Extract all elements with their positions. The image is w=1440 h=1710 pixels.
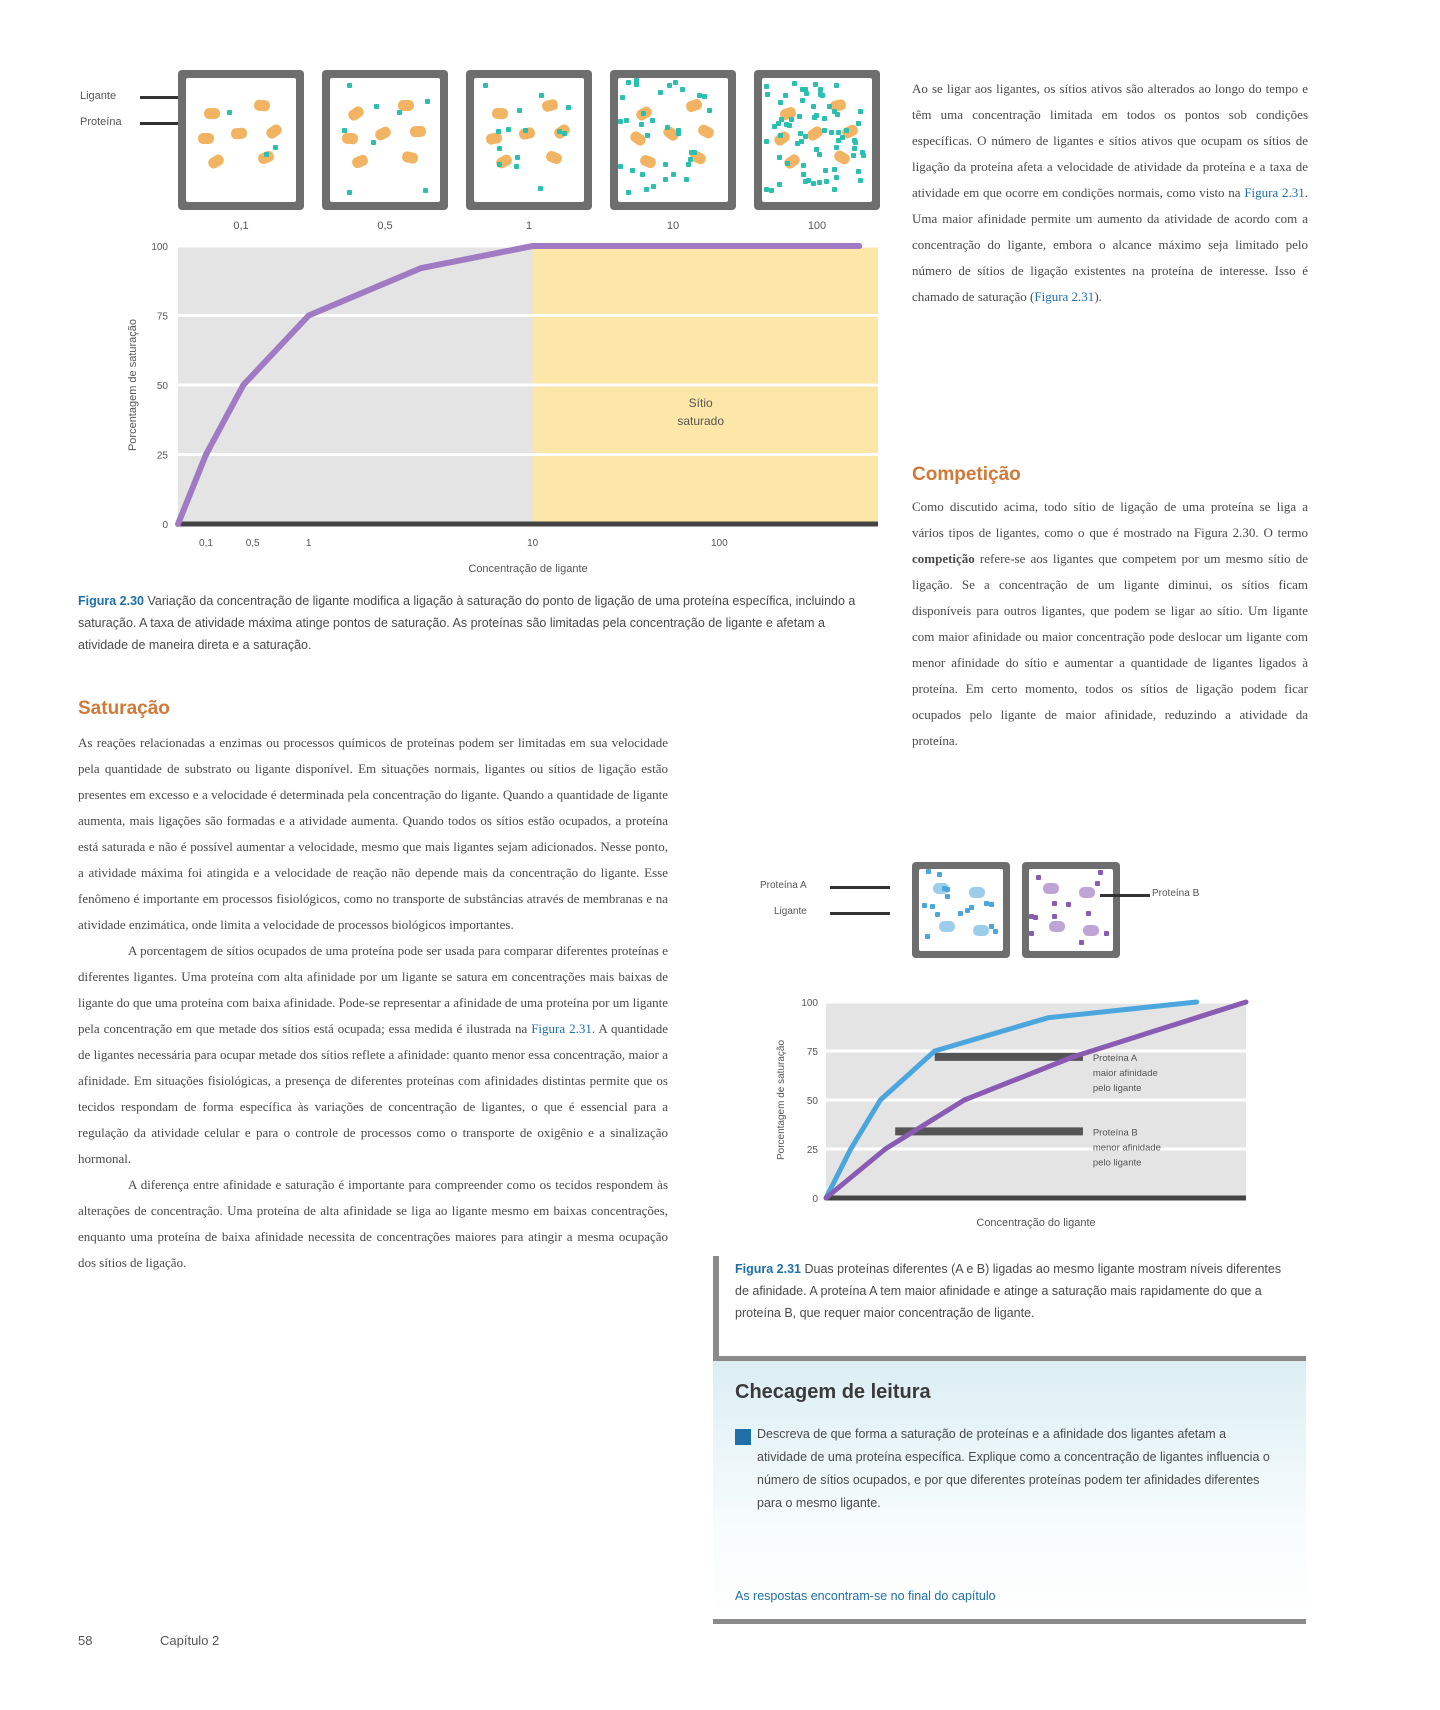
saturacao-text: [78, 730, 668, 1276]
ligand-dot: [851, 153, 856, 158]
protein-blob: [373, 125, 392, 142]
ligand-dot: [861, 153, 866, 158]
ligand-dot: [626, 190, 631, 195]
page-number: 58: [78, 1633, 93, 1648]
protein-blob: [685, 98, 704, 114]
ligand-dot: [483, 83, 488, 88]
intro-text-3: ).: [1094, 289, 1102, 304]
y-tick-label: 50: [806, 1096, 818, 1107]
ligand-dot: [814, 147, 819, 152]
ligand-dot: [680, 87, 685, 92]
ligand-dot: [514, 164, 519, 169]
y-tick-label: 100: [801, 998, 818, 1009]
ligand-dot: [803, 134, 808, 139]
ligand-dot: [618, 119, 623, 124]
protein-blob: [492, 108, 509, 120]
ligand-dot: [858, 178, 863, 183]
ligand-dot: [832, 109, 837, 114]
ligand-dot: [812, 115, 817, 120]
ligand-dot: [707, 108, 712, 113]
protein-blob: [254, 99, 271, 111]
ligand-dot: [818, 92, 823, 97]
saturation-label-1: Sítio: [688, 396, 713, 411]
annotation-text: maior afinidade: [1092, 1067, 1158, 1079]
y-tick-label: 25: [806, 1145, 818, 1156]
ligand-dot: [626, 80, 631, 85]
figure-ref[interactable]: Figura 2.30: [78, 594, 144, 608]
ligand-dot: [858, 109, 863, 114]
ligand-dot: [777, 155, 782, 160]
ligand-dot: [945, 894, 950, 899]
ligand-pointer-small: [830, 912, 890, 915]
ligand-dot: [797, 114, 802, 119]
right-column-intro: [912, 76, 1308, 310]
ligand-dot: [425, 99, 430, 104]
ligand-dot: [813, 82, 818, 87]
competicao-text: [912, 494, 1308, 754]
binding-panel: [178, 70, 304, 210]
ligand-dot: [644, 187, 649, 192]
ligand-dot: [789, 117, 794, 122]
binding-panel: [610, 70, 736, 210]
x-tick-label: 10: [527, 538, 539, 549]
ligand-dot: [1079, 940, 1084, 945]
ligand-dot: [827, 104, 832, 109]
protein-blob: [969, 887, 985, 898]
y-tick-label: 75: [156, 311, 168, 323]
ligand-dot: [673, 80, 678, 85]
ligand-dot: [778, 133, 783, 138]
annotation-text: menor afinidade: [1092, 1142, 1161, 1154]
x-tick-label: 100: [710, 538, 728, 549]
ligand-dot: [856, 121, 861, 126]
protein-blob: [401, 150, 419, 164]
ligand-dot: [1036, 875, 1041, 880]
ligand-dot: [832, 167, 837, 172]
ligand-dot: [822, 128, 827, 133]
ligand-dot: [663, 162, 668, 167]
ligand-dot: [817, 152, 822, 157]
ligand-dot: [676, 131, 681, 136]
protein-panels: [760, 862, 1220, 982]
ligand-dot: [764, 84, 769, 89]
ligand-dot: [523, 128, 528, 133]
protein-blob: [696, 123, 715, 140]
ligand-dot: [836, 138, 841, 143]
y-tick-label: 75: [806, 1047, 818, 1058]
ligand-dot: [497, 146, 502, 151]
ligand-dot: [811, 181, 816, 186]
ligand-dot: [800, 98, 805, 103]
panel-caption: 1: [525, 220, 533, 232]
ligand-dot: [630, 168, 635, 173]
ligand-dot: [785, 161, 790, 166]
y-tick-label: 50: [156, 381, 168, 392]
ligand-dot: [517, 108, 522, 113]
ligand-dot: [829, 130, 834, 135]
protein-blob: [973, 925, 989, 936]
protein-blob: [206, 153, 225, 171]
ligand-dot: [800, 87, 805, 92]
ligand-dot: [769, 188, 774, 193]
ligand-dot: [496, 129, 501, 134]
ligand-dot: [650, 118, 655, 123]
ligand-dot: [264, 152, 269, 157]
y-axis-label: Porcentagem de saturação: [127, 318, 139, 452]
protein-blob: [1049, 921, 1065, 932]
figure-ref-2[interactable]: Figura 2.31: [735, 1262, 801, 1276]
ligand-dot: [665, 125, 670, 130]
ligand-dot: [989, 902, 994, 907]
ligand-dot: [1033, 915, 1038, 920]
protein-b-pointer: [1100, 894, 1150, 897]
protein-blob: [346, 104, 365, 122]
ligand-dot: [777, 182, 782, 187]
ligand-label-small: Ligante: [774, 906, 807, 917]
protein-blob: [204, 108, 220, 119]
panel-caption: 0,1: [233, 220, 249, 232]
competicao-lead: Como discutido acima, todo sítio de ligação de uma proteína se liga a vários tipos de ligantes, como o que é mostrado na Figura 2.30. O termo: [912, 499, 1308, 540]
ligand-dot: [926, 869, 931, 874]
ligand-dot: [1052, 914, 1057, 919]
ligand-dot: [969, 905, 974, 910]
ligand-dot: [795, 141, 800, 146]
saturacao-paragraph-1: As reações relacionadas a enzimas ou processos químicos de proteínas podem ser limitadas em sua velocidade pela quantidade de substrato ou ligante disponível. Em situações normais, ligantes ou sítios de ligação estão presentes em excesso e a velocidade é determinada pela concentração do ligante. Quando a quantidade de ligante aumenta, mais ligações são formadas e a atividade aumenta. Quando todos os sítios estão ocupados, a proteína está saturada e não é possível aumentar a velocidade, mesmo que mais ligantes sejam adicionados. Nesse ponto, a atividade máxima foi atingida e a velocidade de reação não depende mais da concentração do ligante. Esse fenômeno é importante em processos fisiológicos, como no transporte de substâncias através de membranas e na atividade enzimática, onde limita a velocidade de processos biológicos importantes.: [78, 735, 668, 932]
figure-2-31-caption: [735, 1258, 1295, 1324]
protein-blob: [939, 921, 955, 932]
ligand-dot: [624, 118, 629, 123]
ligand-dot: [557, 129, 562, 134]
ligand-dot: [844, 128, 849, 133]
saturacao-heading: Saturação: [78, 698, 170, 719]
ligand-dot: [342, 128, 347, 133]
y-tick-label: 0: [812, 1194, 818, 1205]
sidebar-question: Descreva de que forma a saturação de proteínas e a afinidade dos ligantes afetam a atividade de uma proteína específica. Explique como a concentração de ligantes influencia o número de sítios ocupados, e por que diferentes proteínas podem ter afinidades diferentes para o mesmo ligante.: [757, 1427, 1270, 1510]
ligand-label: Ligante: [80, 90, 117, 102]
ligand-dot: [801, 163, 806, 168]
x-tick-label: 0,5: [245, 538, 260, 549]
protein-blob: [1079, 887, 1095, 898]
ligand-dot: [993, 929, 998, 934]
ligand-dot: [856, 169, 861, 174]
p2-text: A porcentagem de sítios ocupados de uma proteína pode ser usada para comparar diferentes proteínas e diferentes ligantes. Uma proteína com alta afinidade por um ligante se satura em concentrações mais baixas de ligante do que uma proteína com baixa afinidade. Pode-se representar a afinidade de uma proteína por um ligante pela concentração em que metade dos sítios está ocupada; essa medida é ilustrada na: [78, 943, 668, 1036]
binding-panels: [178, 70, 880, 232]
panel-caption: 0,5: [377, 220, 393, 232]
ligand-dot: [371, 140, 376, 145]
binding-panel: [754, 70, 880, 210]
ligand-dot: [776, 121, 781, 126]
ligand-dot: [1095, 881, 1100, 886]
ligand-dot: [984, 901, 989, 906]
ligand-dot: [958, 911, 963, 916]
ligand-dot: [803, 179, 808, 184]
saturation-label-2: saturado: [677, 414, 725, 429]
caption-text-2: Duas proteínas diferentes (A e B) ligadas ao mesmo ligante mostram níveis diferentes de afinidade. A proteína A tem maior afinidade e atinge a saturação mais rapidamente do que a proteína B, que requer maior concentração de ligante.: [735, 1262, 1282, 1320]
saturation-chart: [120, 236, 890, 576]
protein-a-pointer: [830, 886, 890, 889]
ligand-dot: [538, 186, 543, 191]
ligand-dot: [1086, 911, 1091, 916]
chapter-name: Capítulo 2: [160, 1633, 220, 1648]
ligand-dot: [684, 177, 689, 182]
ligand-dot: [834, 145, 839, 150]
protein-a-panel: [912, 862, 1010, 958]
ligand-dot: [651, 184, 656, 189]
y-tick-label: 0: [162, 520, 168, 531]
ligand-dot: [506, 127, 511, 132]
protein-blob: [545, 149, 564, 165]
ligand-dot: [832, 187, 837, 192]
panel-caption: 10: [666, 220, 680, 232]
ligand-dot: [634, 78, 639, 83]
ligand-dot: [227, 110, 232, 115]
ligand-dot: [935, 912, 940, 917]
ligand-dot: [937, 872, 942, 877]
competicao-heading: Competição: [912, 464, 1021, 485]
ligand-dot: [663, 177, 668, 182]
ligand-dot: [562, 131, 567, 136]
ligand-dot: [823, 168, 828, 173]
ligand-dot: [347, 83, 352, 88]
sidebar-title: Checagem de leitura: [735, 1381, 931, 1403]
ligand-dot: [397, 110, 402, 115]
figure-2-30-caption: [78, 590, 878, 656]
ligand-dot: [618, 164, 623, 169]
x-tick-label: 1: [305, 538, 312, 549]
ligand-dot: [515, 155, 520, 160]
ligand-dot: [822, 116, 827, 121]
protein-blob: [410, 126, 426, 138]
protein-a-label: Proteína A: [760, 880, 807, 891]
ligand-dot: [930, 904, 935, 909]
p2-figure-link[interactable]: Figura 2.31: [531, 1021, 592, 1036]
protein-blob: [231, 127, 248, 139]
answers-link[interactable]: As respostas encontram-se no final do capítulo: [735, 1589, 996, 1603]
x-axis-label: Concentração de ligante: [468, 563, 588, 575]
protein-blob: [832, 149, 851, 167]
ligand-dot: [942, 886, 947, 891]
annotation-text: pelo ligante: [1092, 1082, 1142, 1094]
ligand-dot: [798, 131, 803, 136]
ligand-dot: [1098, 870, 1103, 875]
ligand-dot: [645, 133, 650, 138]
ligand-dot: [834, 83, 839, 88]
ligand-dot: [641, 111, 646, 116]
ligand-dot: [783, 93, 788, 98]
y-tick-label: 100: [151, 242, 168, 253]
ligand-dot: [347, 190, 352, 195]
saturacao-paragraph-3: A diferença entre afinidade e saturação é importante para compreender como os tecidos respondem às alterações de concentração. Uma proteína de alta afinidade se liga ao ligante mesmo em baixas concentrações, enquanto uma proteína de baixa afinidade necessita de concentrações maiores para atingir a mesma ocupação dos sítios de ligação.: [78, 1177, 668, 1270]
ligand-dot: [566, 105, 571, 110]
ligand-dot: [778, 100, 783, 105]
ligand-dot: [539, 93, 544, 98]
ligand-dot: [689, 150, 694, 155]
protein-blob: [351, 153, 370, 169]
ligand-dot: [620, 95, 625, 100]
binding-panel: [466, 70, 592, 210]
affinity-chart: [770, 992, 1270, 1232]
protein-label: Proteína: [80, 116, 122, 128]
ligand-dot: [817, 180, 822, 185]
protein-b-panel: [1022, 862, 1120, 958]
reading-check-box: [713, 1356, 1306, 1624]
annotation-text: Proteína A: [1092, 1052, 1138, 1064]
ligand-dot: [834, 175, 839, 180]
x-tick-label: 0,1: [199, 538, 213, 549]
ligand-dot: [811, 104, 816, 109]
ligand-dot: [667, 83, 672, 88]
protein-blob: [198, 133, 214, 144]
ligand-dot: [1066, 902, 1071, 907]
ligand-dot: [1104, 931, 1109, 936]
ligand-dot: [658, 90, 663, 95]
ligand-dot: [688, 157, 693, 162]
ligand-dot: [784, 122, 789, 127]
ligand-dot: [764, 187, 769, 192]
ligand-dot: [273, 145, 278, 150]
ligand-dot: [1052, 901, 1057, 906]
ligand-dot: [765, 92, 770, 97]
ligand-dot: [801, 172, 806, 177]
y-axis-label: Porcentagem de saturação: [776, 1039, 787, 1161]
protein-b-label: Proteína B: [1152, 888, 1200, 899]
ligand-dot: [925, 934, 930, 939]
saturacao-paragraph-2: [78, 938, 668, 1172]
binding-panel: [322, 70, 448, 210]
ligand-dot: [764, 139, 769, 144]
ligand-dot: [639, 122, 644, 127]
panel-label-group: [80, 90, 170, 130]
ligand-dot: [836, 130, 841, 135]
competicao-body: refere-se aos ligantes que competem por um mesmo sítio de ligação. Se a concentração de um ligante diminui, os sítios ficam disponíveis para outros ligantes, que podem se ligar ao sítio. Um ligante com maior afinidade ou maior concentração pode deslocar um ligante com menor afinidade do sítio e aumentar a quantidade de ligantes ligados à proteína. Em certo momento, todos os sítios de ligação podem ficar ocupados pelo ligante de maior afinidade, reduzindo a atividade da proteína.: [912, 551, 1309, 748]
ligand-dot: [824, 179, 829, 184]
ligand-dot: [792, 81, 797, 86]
annotation-text: pelo ligante: [1092, 1157, 1142, 1169]
ligand-dot: [671, 172, 676, 177]
ligand-dot: [697, 93, 702, 98]
ligand-dot: [497, 162, 502, 167]
ligand-dot: [852, 146, 857, 151]
caption-text: Variação da concentração de ligante modifica a ligação à saturação do ponto de ligação de uma proteína específica, incluindo a saturação. A taxa de atividade máxima atinge pontos de saturação. As proteínas são limitadas pela concentração de ligante e afetam a atividade de maneira direta e a saturação.: [78, 594, 856, 652]
protein-blob: [541, 98, 559, 113]
ligand-dot: [922, 903, 927, 908]
protein-blob: [639, 153, 658, 169]
panel-caption: 100: [807, 220, 827, 232]
protein-blob: [342, 132, 359, 144]
x-axis-label: Concentração do ligante: [976, 1217, 1096, 1229]
ligand-dot: [374, 104, 379, 109]
ligand-dot: [702, 94, 707, 99]
figure-link[interactable]: Figura 2.31: [1244, 185, 1305, 200]
annotation-text: Proteína B: [1092, 1127, 1138, 1139]
figure-link-2[interactable]: Figura 2.31: [1034, 289, 1095, 304]
ligand-dot: [423, 188, 428, 193]
protein-blob: [1083, 925, 1099, 936]
y-tick-label: 25: [156, 450, 168, 462]
ligand-dot: [853, 140, 858, 145]
intro-text-2: . Uma maior afinidade permite um aumento da atividade de acordo com a concentração do ligante, embora o alcance máximo seja limitado pelo número de sítios de ligação existentes na proteína de interesse. Isso é chamado de saturação (: [912, 185, 1308, 304]
ligand-dot: [686, 162, 691, 167]
p2-rest: . A quantidade de ligantes necessária para ocupar metade dos sítios reflete a afinidade: quanto menor essa concentração, maior a afinidade. Em situações fisiológicas, a presença de diferentes proteínas com afinidades distintas permite que os tecidos respondam de forma específica às variações de concentração de ligantes, o que é essencial para a regulação da atividade celular e para o controle de processos como o transporte de oxigênio e a sinalização hormonal.: [78, 1021, 668, 1166]
page-footer: [78, 1633, 220, 1648]
competicao-term: competição: [912, 551, 975, 566]
square-bullet-icon: [735, 1429, 751, 1445]
ligand-dot: [640, 172, 645, 177]
protein-blob: [1043, 883, 1059, 894]
protein-blob: [264, 122, 283, 140]
intro-text: Ao se ligar aos ligantes, os sítios ativos são alterados ao longo do tempo e têm uma concentração limitada em todos os pontos sob condições específicas. O número de ligantes e sítios ativos que ocupam os sítios de ligação da proteína afeta a velocidade de atividade da proteína e a taxa de atividade em que ocorre em condições normais, como visto na: [912, 81, 1308, 200]
ligand-dot: [1029, 931, 1034, 936]
